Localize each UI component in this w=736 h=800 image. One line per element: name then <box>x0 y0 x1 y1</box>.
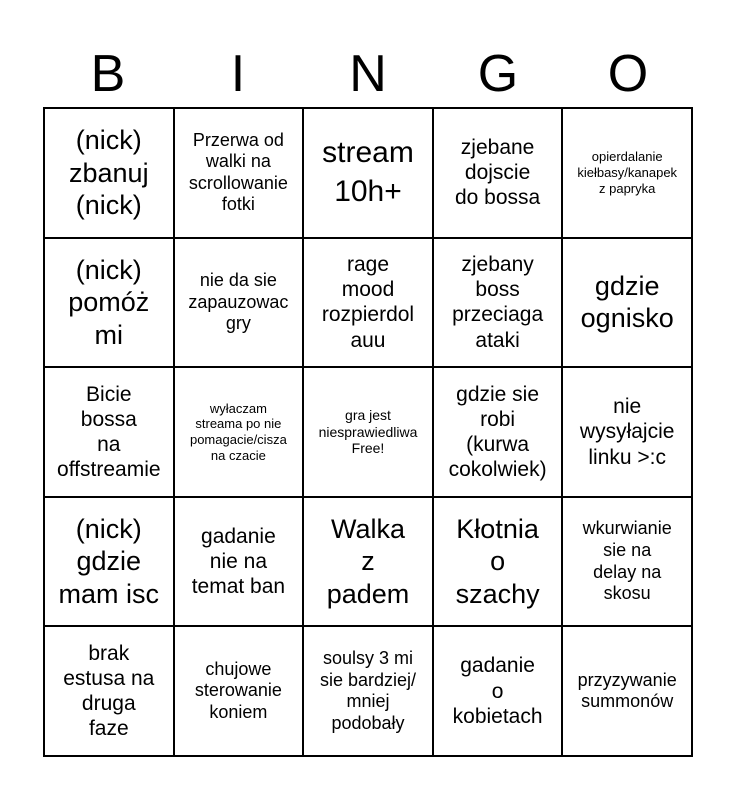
bingo-cell[interactable] <box>433 626 563 756</box>
bingo-cell[interactable] <box>174 367 304 497</box>
cell-text: soulsy 3 mi sie bardziej/ mniej podobały <box>319 648 417 733</box>
cell-text: opierdalanie kiełbasy/kanapek z papryka <box>577 149 678 196</box>
bingo-cell[interactable] <box>433 367 563 497</box>
cell-text: Walka z padem <box>326 514 410 609</box>
cell-text: Kłotnia o szachy <box>455 514 540 609</box>
cell-text: brak estusa na druga faze <box>63 641 155 741</box>
bingo-cell[interactable] <box>562 367 692 497</box>
header-letter-g: G <box>477 45 519 103</box>
cell-text: wkurwianie sie na delay na skosu <box>582 518 672 604</box>
cell-text: (nick) gdzie mam isc <box>58 514 160 609</box>
bingo-cell[interactable] <box>44 626 174 756</box>
cell-text: chujowe sterowanie koniem <box>194 658 282 722</box>
bingo-cell[interactable] <box>174 497 304 627</box>
cell-text: zjebany boss przeciaga ataki <box>452 253 544 352</box>
bingo-cell[interactable] <box>174 108 304 238</box>
cell-text: Przerwa od walki na scrollowanie fotki <box>188 129 288 215</box>
cell-text: (nick) zbanuj (nick) <box>69 125 149 220</box>
header-letter-b: B <box>90 45 126 103</box>
cell-text: stream 10h+ <box>322 136 414 208</box>
cell-text: (nick) pomóż mi <box>68 254 150 350</box>
bingo-cell[interactable] <box>303 238 433 368</box>
cell-text: nie da sie zapauzowac gry <box>188 270 289 334</box>
cell-text: gadanie nie na temat ban <box>191 524 286 599</box>
bingo-cell[interactable] <box>174 626 304 756</box>
header-letter-o: O <box>607 45 649 103</box>
cell-text: wyłaczam streama po nie pomagacie/cisza na czacie <box>189 400 287 463</box>
cell-text: gra jest niesprawiedliwa Free! <box>318 406 418 457</box>
header-letter-n: N <box>349 45 387 103</box>
bingo-cell[interactable] <box>562 626 692 756</box>
bingo-cell[interactable] <box>562 108 692 238</box>
bingo-cell[interactable] <box>433 497 563 627</box>
bingo-cell[interactable] <box>303 108 433 238</box>
cell-text: rage mood rozpierdol auu <box>321 253 415 352</box>
header-letter-i: I <box>230 45 246 103</box>
cell-text: zjebane dojscie do bossa <box>454 136 541 210</box>
cell-text: gadanie o kobietach <box>452 654 543 728</box>
bingo-cell[interactable] <box>562 238 692 368</box>
bingo-cell[interactable] <box>44 497 174 627</box>
bingo-grid <box>43 107 693 757</box>
cell-text: Bicie bossa na offstreamie <box>57 382 161 482</box>
bingo-header <box>43 40 693 108</box>
bingo-cell[interactable] <box>433 108 563 238</box>
bingo-cell[interactable] <box>44 108 174 238</box>
cell-text: gdzie ognisko <box>580 271 674 334</box>
bingo-cell[interactable] <box>562 497 692 627</box>
cell-text: gdzie sie robi (kurwa cokolwiek) <box>448 382 547 482</box>
bingo-cell[interactable] <box>44 367 174 497</box>
bingo-cell[interactable] <box>303 497 433 627</box>
bingo-cell[interactable] <box>303 367 433 497</box>
bingo-cell[interactable] <box>303 626 433 756</box>
bingo-cell[interactable] <box>433 238 563 368</box>
cell-text: nie wysyłajcie linku >:c <box>579 395 675 469</box>
bingo-cell[interactable] <box>174 238 304 368</box>
cell-text: przyzywanie summonów <box>577 669 677 712</box>
bingo-cell[interactable] <box>44 238 174 368</box>
